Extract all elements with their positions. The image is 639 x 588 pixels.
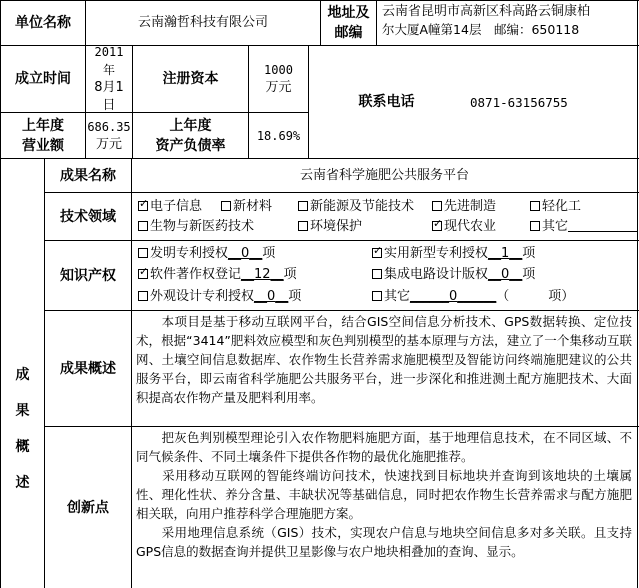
option-label: 生物与新医药技术	[150, 219, 255, 234]
ip-unit: 项	[522, 267, 536, 282]
tech-field-option[interactable]	[298, 218, 362, 236]
debt-ratio-value: 18.69%	[256, 128, 301, 143]
ip-option-label: 外观设计专利授权	[150, 289, 255, 304]
section-side-label	[1, 159, 44, 588]
option-label: 现代农业	[444, 219, 497, 234]
option-label: 轻化工	[542, 199, 582, 214]
checkbox-icon[interactable]	[138, 248, 148, 258]
side-char-2: 果	[15, 402, 30, 419]
ip-option[interactable]: 集成电路设计版权__0__项	[372, 266, 535, 284]
ip-option-label: 软件著作权登记	[150, 267, 242, 282]
ip-option[interactable]: 外观设计专利授权__0__项	[138, 288, 301, 306]
ip-count: 0	[241, 246, 250, 261]
unit-name-label: 单位名称	[15, 15, 71, 31]
checkbox-checked-icon[interactable]	[372, 248, 382, 258]
address-label-line1: 地址及	[327, 5, 370, 21]
founded-month: 8月1	[94, 80, 124, 95]
checkbox-icon[interactable]	[432, 201, 442, 211]
unit-name-value: 云南瀚哲科技有限公司	[137, 15, 268, 30]
tech-field-option[interactable]	[221, 198, 272, 216]
option-label: 电子信息	[150, 199, 203, 214]
innovation-paragraph-1: 把灰色判别模型理论引入农作物肥料施肥方面，基于地理信息技术，在不同区域、不同气候条件、不同土壤条件下提供各作物的最优化施肥推荐。	[136, 430, 632, 464]
capital-value	[249, 46, 308, 112]
option-label: 新能源及节能技术	[310, 199, 415, 214]
capital-label: 注册资本	[162, 71, 219, 87]
checkbox-icon[interactable]	[372, 291, 382, 301]
founded-year: 2011 年	[94, 46, 124, 77]
ip-unit: 项	[522, 246, 536, 261]
revenue-value	[86, 113, 132, 158]
option-label: 先进制造	[444, 199, 497, 214]
checkbox-icon[interactable]	[530, 201, 540, 211]
summary-text: 本项目是基于移动互联网平台，结合GIS空间信息分析技术、GPS数据转换、定位技术，根据“3414”肥料效应模型和灰色判别模型的基本原理与方法，建立了一个集移动互联网、土壤空间信息数据库、农作物生长营养需求施肥模型及智能访问终端施肥建议的公共服务平台，即云南省科学施肥公共服务平台，进一步深化和推进测土配方施肥技术、大面积提高农作物产量及肥料利用率。	[136, 314, 632, 405]
ip-unit: 项	[283, 267, 297, 282]
ip-count: 0	[449, 289, 458, 304]
innovation-paragraph-3: 采用地理信息系统（GIS）技术，实现农户信息与地块空间信息多对多关联。且支持GPS信息的数据查询并提供卫星影像与农户地块相叠加的查询、显示。	[136, 525, 632, 559]
tech-field-option[interactable]	[138, 218, 254, 236]
revenue-label-line1: 上年度	[22, 117, 64, 134]
ip-option[interactable]: 其它______0______（ 项）	[372, 288, 574, 306]
checkbox-icon[interactable]	[372, 269, 382, 279]
revenue-amount: 686.35	[87, 119, 131, 134]
ip-option[interactable]: 发明专利授权__0__项	[138, 245, 275, 263]
ip-option-label: 发明专利授权	[150, 246, 229, 261]
checkbox-icon[interactable]	[530, 221, 540, 231]
checkbox-icon[interactable]	[298, 201, 308, 211]
founded-day: 日	[102, 98, 116, 112]
innovation-label: 创新点	[67, 499, 109, 516]
address-value	[382, 3, 636, 45]
tech-field-label: 技术领域	[60, 208, 116, 225]
address-label-line2: 邮编	[334, 25, 363, 41]
tech-field-option[interactable]	[432, 218, 496, 236]
revenue-label-line2: 营业额	[22, 137, 64, 154]
checkbox-checked-icon[interactable]	[138, 269, 148, 279]
phone-label: 联系电话	[358, 94, 415, 110]
ip-count: 1	[501, 246, 510, 261]
ip-unit: （ 项）	[496, 289, 575, 304]
ip-option[interactable]: ✓软件著作权登记__12__项	[138, 266, 297, 284]
tech-field-option[interactable]	[530, 198, 581, 216]
checkbox-icon[interactable]	[298, 221, 308, 231]
achievement-name-value: 云南省科学施肥公共服务平台	[299, 167, 469, 183]
ip-option-label: 实用新型专利授权	[384, 246, 489, 261]
revenue-label	[1, 113, 85, 158]
checkbox-checked-icon[interactable]	[138, 201, 148, 211]
ip-label: 知识产权	[60, 267, 116, 284]
revenue-unit: 万元	[95, 136, 122, 152]
option-label: 新材料	[233, 199, 273, 214]
achievement-name-label: 成果名称	[60, 167, 116, 184]
option-label: 环境保护	[310, 219, 363, 234]
checkbox-icon[interactable]	[138, 221, 148, 231]
innovation-text	[136, 428, 632, 588]
ip-unit: 项	[288, 289, 302, 304]
ip-option[interactable]: ✓ 实用新型专利授权__1__项	[372, 245, 535, 263]
debt-ratio-label	[133, 113, 248, 158]
ip-option-label: 集成电路设计版权	[384, 267, 489, 282]
ip-options	[132, 241, 637, 310]
side-char-4: 述	[15, 474, 30, 491]
checkbox-icon[interactable]	[138, 291, 148, 301]
founded-value	[86, 46, 132, 112]
founded-label: 成立时间	[15, 71, 71, 87]
phone-value: 0871-63156755	[470, 94, 568, 110]
innovation-paragraph-2: 采用移动互联网的智能终端访问技术，快速找到目标地块并查询到该地块的土壤属性、理化性状、养分含量、丰缺状况等基础信息，同时把农作物生长营养需求与配方施肥相关联，向用户推荐科学合理施肥方案。	[136, 468, 632, 521]
capital-amount: 1000	[264, 63, 293, 77]
tech-field-option[interactable]	[530, 218, 637, 236]
ip-unit: 项	[262, 246, 276, 261]
tech-field-option[interactable]	[432, 198, 496, 216]
address-label	[321, 1, 376, 45]
checkbox-checked-icon[interactable]	[432, 221, 442, 231]
side-char-3: 概	[15, 438, 30, 455]
summary-label: 成果概述	[60, 360, 116, 377]
address-line2: 尔大厦A幢第14层 邮编：650118	[382, 22, 580, 37]
debt-label-line2: 资产负债率	[155, 137, 226, 154]
tech-field-option[interactable]	[138, 198, 202, 216]
ip-count: 0	[501, 267, 510, 282]
ip-count: 0	[267, 289, 276, 304]
side-char-1: 成	[15, 366, 30, 383]
capital-unit: 万元	[265, 80, 292, 95]
option-label: 其它	[542, 219, 569, 234]
tech-field-option[interactable]	[298, 198, 414, 216]
address-line1: 云南省昆明市高新区科高路云铜康柏	[382, 4, 591, 19]
debt-label-line1: 上年度	[169, 117, 212, 134]
ip-count: 12	[254, 267, 271, 282]
checkbox-icon[interactable]	[221, 201, 231, 211]
tech-field-options	[132, 193, 637, 240]
ip-option-label: 其它	[384, 289, 411, 304]
